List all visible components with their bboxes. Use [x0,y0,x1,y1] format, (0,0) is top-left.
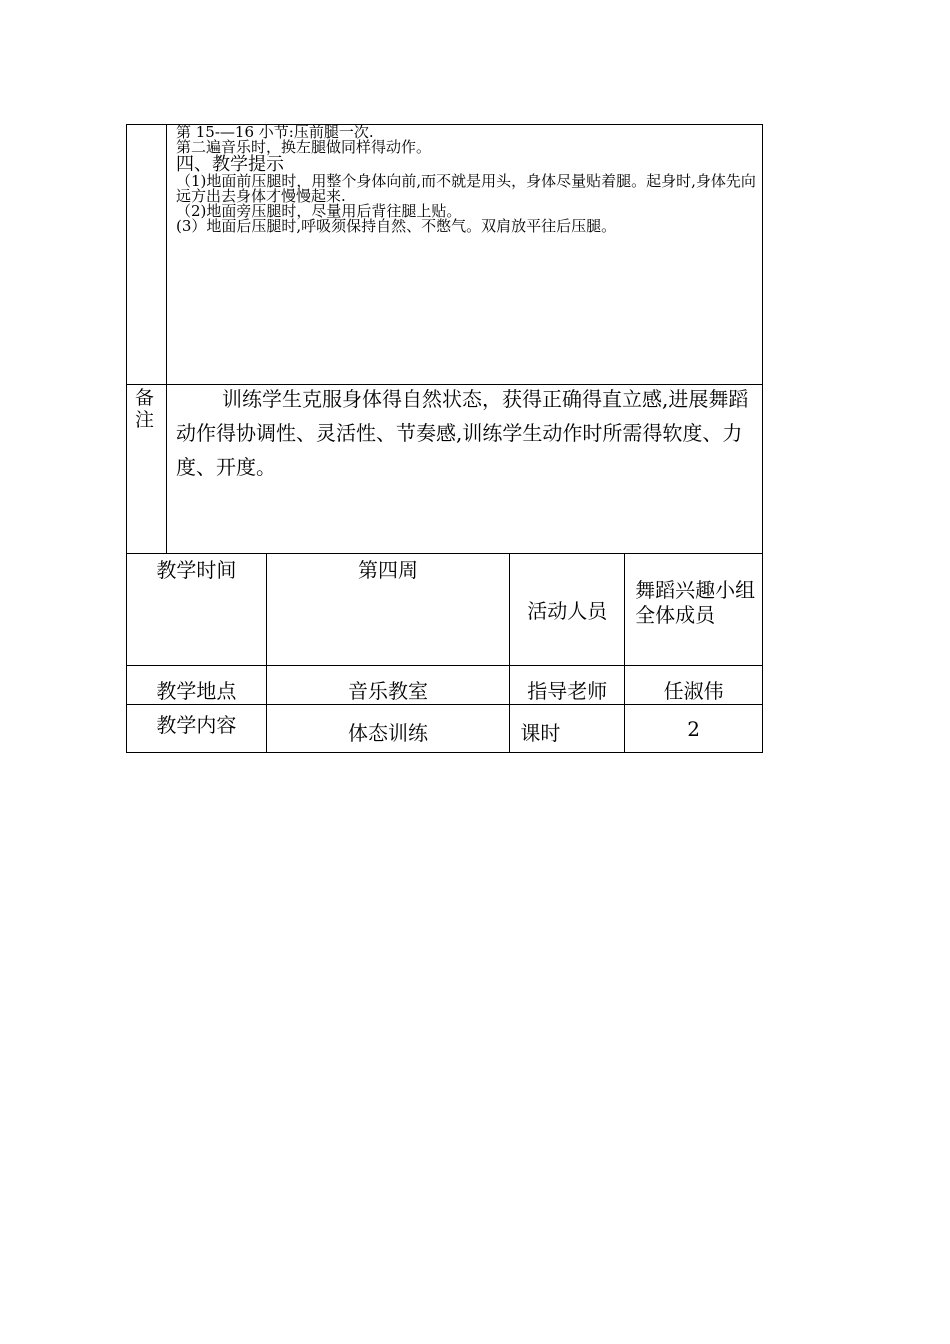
remarks-text: 训练学生克服身体得自然状态，获得正确得直立感,进展舞蹈动作得协调性、灵活性、节奏感,训练学生动作时所需得软度、力度、开度。 [176,387,749,479]
teacher-value-cell [625,666,763,705]
hours-value: 2 [687,717,700,741]
content-label: 教学内容 [156,713,237,737]
hours-label-cell [510,705,625,753]
time-value: 第四周 [358,558,419,582]
column-divider [166,125,167,553]
table-row [127,666,763,705]
tip-item: （2)地面旁压腿时，尽量用后背往腿上贴。 [176,202,462,220]
hours-label: 课时 [520,721,561,745]
procedure-content [176,125,761,234]
table-row [127,705,763,753]
tip-item: （1)地面前压腿时，用整个身体向前,而不就是用头，身体尽量贴着腿。起身时,身体先向远方出去身体才慢慢起来. [176,172,756,205]
content-label-cell [127,705,267,753]
teacher-value: 任淑伟 [663,679,724,703]
time-label: 教学时间 [156,558,237,582]
content-value-cell [266,705,510,753]
remarks-label [135,387,159,431]
place-label: 教学地点 [156,679,237,703]
teacher-label: 指导老师 [527,679,608,703]
tip-item: (3）地面后压腿时,呼吸须保持自然、不憋气。双肩放平往后压腿。 [176,217,617,235]
place-value-cell [266,666,510,705]
remarks-label-line: 备 [135,387,155,409]
teacher-label-cell [510,666,625,705]
time-value-cell [266,554,510,666]
content-value: 体态训练 [348,721,429,745]
remarks-label-line: 注 [135,409,155,431]
members-label: 活动人员 [527,599,608,623]
tips-heading: 四、教学提示 [176,154,284,175]
members-value: 舞蹈兴趣小组全体成员 [635,578,756,627]
lesson-plan-table-top [126,124,763,554]
lesson-info-table [126,553,763,753]
members-value-cell [625,554,763,666]
place-label-cell [127,666,267,705]
time-label-cell [127,554,267,666]
procedure-line: 第二遍音乐时，换左腿做同样得动作。 [176,138,432,156]
members-label-cell [510,554,625,666]
hours-value-cell [625,705,763,753]
procedure-line: 第 15-—16 小节:压前腿一次. [176,123,374,141]
table-row [127,554,763,666]
place-value: 音乐教室 [348,679,429,703]
